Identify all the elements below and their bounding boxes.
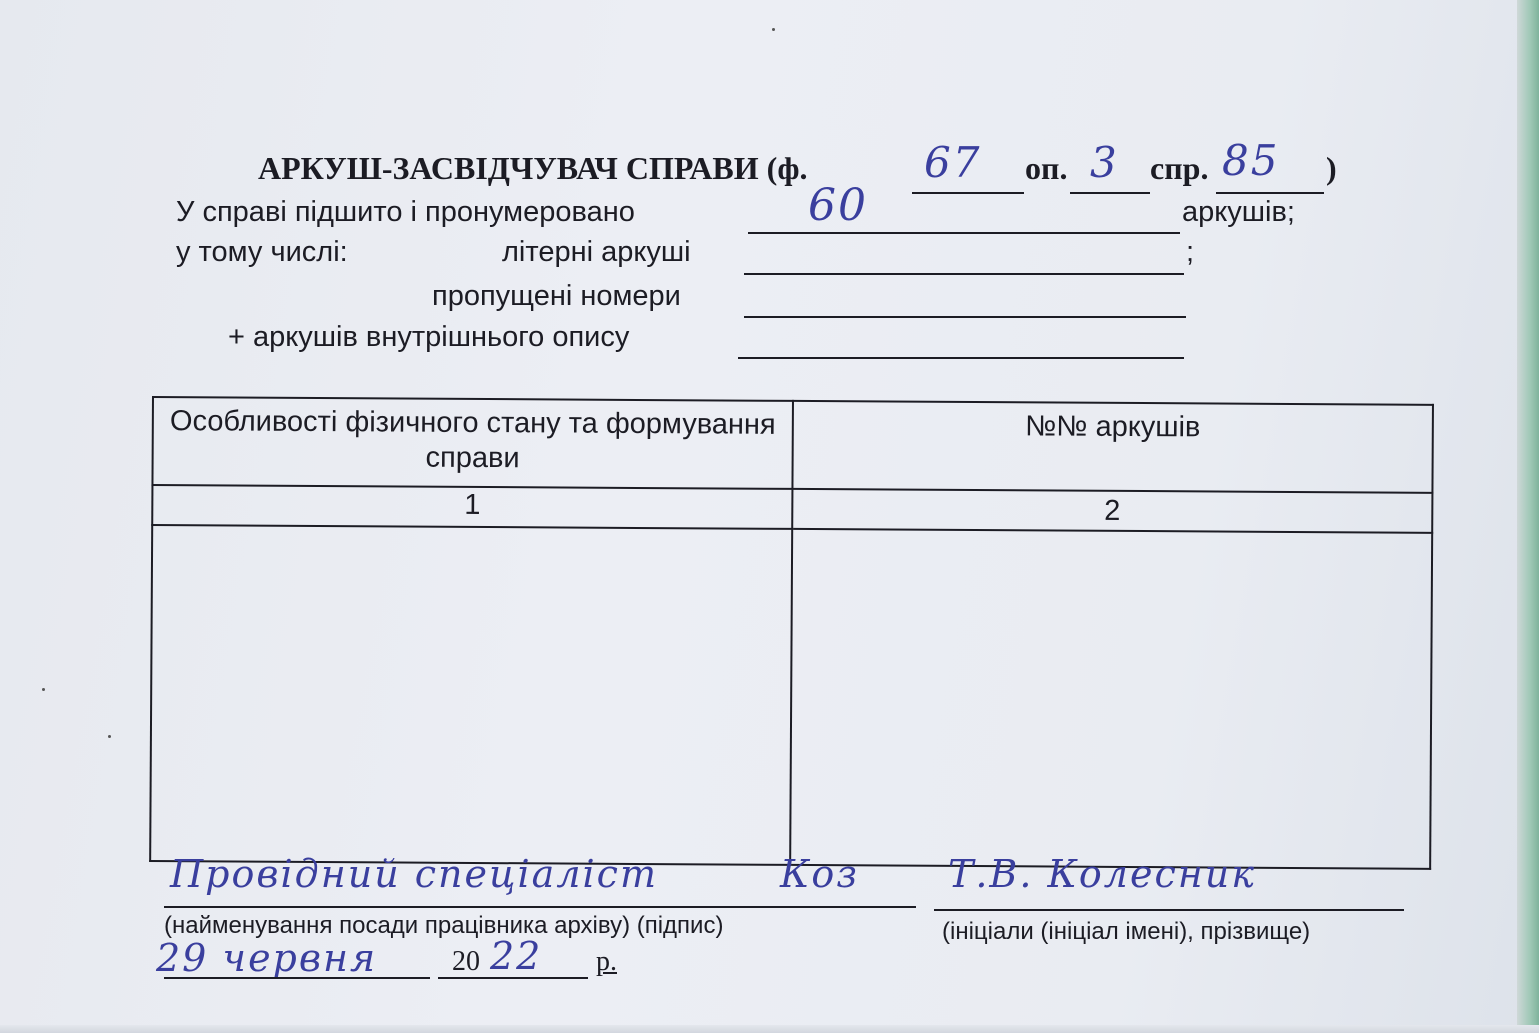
column-header-physical-state: Особливості фізичного стану та формування справи bbox=[152, 397, 793, 489]
column-header-sheet-numbers: №№ аркушів bbox=[792, 401, 1433, 493]
opys-number-handwritten: 3 bbox=[1090, 138, 1119, 187]
opys-label: оп. bbox=[1025, 150, 1068, 186]
sheet-numbers-cell bbox=[790, 529, 1432, 869]
dust-speck bbox=[42, 688, 45, 691]
table-body-row bbox=[150, 525, 1432, 869]
stitched-label: У справі підшито і пронумеровано bbox=[176, 196, 635, 228]
letter-sheets-label: літерні аркуші bbox=[502, 236, 691, 268]
position-handwritten: Провідний спеціаліст bbox=[170, 852, 658, 896]
inventory-label: + аркушів внутрішнього опису bbox=[228, 321, 630, 353]
letter-sheets-underline bbox=[744, 273, 1184, 275]
name-handwritten: Т.В. Колесник bbox=[948, 852, 1256, 896]
date-handwritten: 29 червня bbox=[156, 936, 378, 980]
physical-state-cell bbox=[150, 525, 792, 865]
table-header-row bbox=[152, 397, 1433, 493]
physical-state-table bbox=[149, 396, 1434, 870]
including-label: у тому числі: bbox=[176, 236, 348, 268]
page-bottom-edge bbox=[0, 1025, 1539, 1033]
column-number-1: 1 bbox=[152, 485, 792, 529]
sheets-suffix: аркушів; bbox=[1182, 196, 1295, 228]
column-number-2: 2 bbox=[792, 489, 1432, 533]
case-label: спр. bbox=[1150, 150, 1209, 186]
case-number-handwritten: 85 bbox=[1222, 136, 1280, 185]
opys-underline bbox=[1070, 192, 1150, 194]
year-underline bbox=[438, 977, 588, 979]
missing-numbers-label: пропущені номери bbox=[432, 280, 681, 312]
fond-underline bbox=[912, 192, 1024, 194]
fond-number-handwritten: 67 bbox=[924, 138, 982, 187]
signature-handwritten: Коз bbox=[780, 852, 860, 896]
position-caption: (найменування посади працівника архіву) (підпис) bbox=[164, 912, 724, 939]
name-caption: (ініціали (ініціал імені), прізвище) bbox=[942, 918, 1311, 945]
sheet-title: АРКУШ-ЗАСВІДЧУВАЧ СПРАВИ (ф. bbox=[258, 150, 808, 186]
stitched-count-handwritten: 60 bbox=[808, 180, 868, 231]
year-prefix: 20 bbox=[452, 946, 480, 977]
position-underline bbox=[164, 906, 916, 908]
year-handwritten: 22 bbox=[490, 934, 543, 978]
name-underline bbox=[934, 909, 1404, 911]
inventory-underline bbox=[738, 357, 1184, 359]
page-edge-shadow bbox=[1517, 0, 1539, 1033]
dust-speck bbox=[108, 735, 111, 738]
dust-speck bbox=[772, 28, 775, 31]
stitched-underline bbox=[748, 232, 1180, 234]
date-underline bbox=[164, 977, 430, 979]
letter-sheets-suffix: ; bbox=[1186, 236, 1195, 268]
missing-numbers-underline bbox=[744, 316, 1186, 318]
title-close-paren: ) bbox=[1326, 150, 1337, 186]
year-suffix: р. bbox=[596, 946, 617, 977]
case-underline bbox=[1216, 192, 1324, 194]
